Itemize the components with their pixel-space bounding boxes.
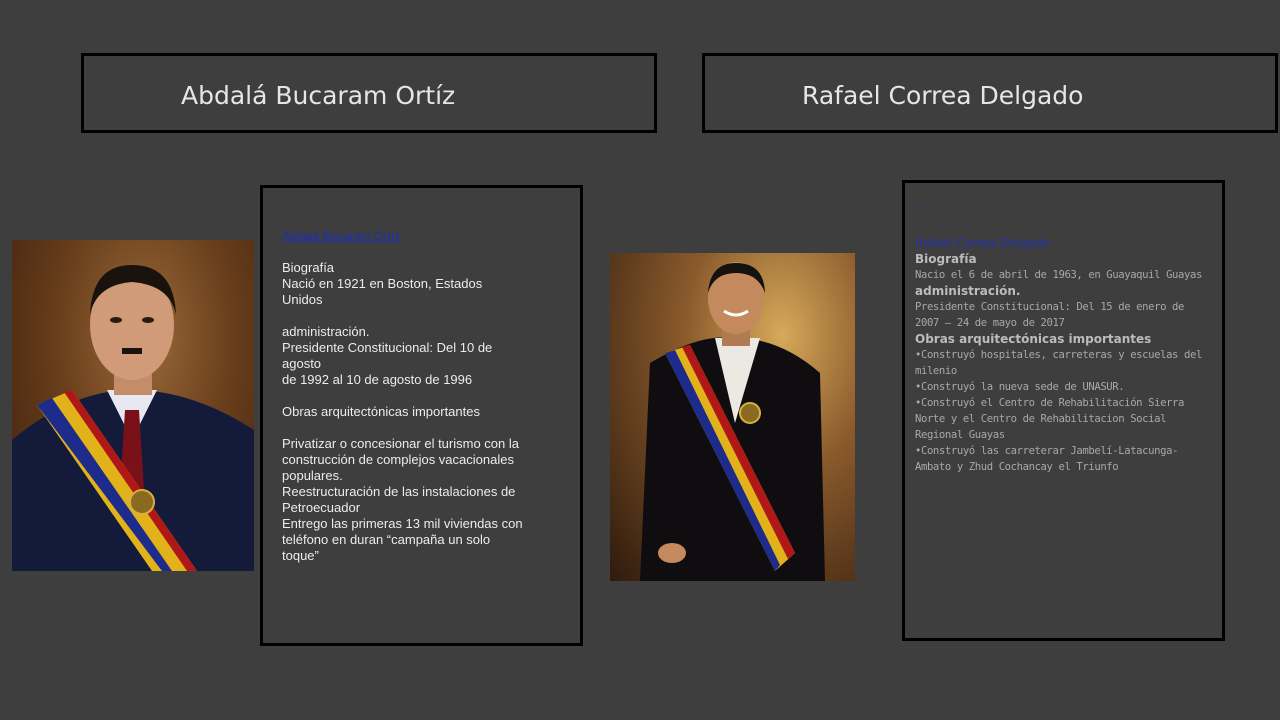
bio-born-line: Nació en 1921 en Boston, Estados <box>282 276 483 291</box>
bio-born-line: Unidos <box>282 292 323 307</box>
work-line: Entrego las primeras 13 mil viviendas con <box>282 516 523 531</box>
admin-line: de 1992 al 10 de agosto de 1996 <box>282 372 473 387</box>
work-line: toque” <box>282 548 319 563</box>
bio-correa-name[interactable]: Rafael Correa Delgado <box>915 236 1051 250</box>
portrait-correa-drawing <box>610 253 855 581</box>
portrait-bucaram-image <box>12 240 254 571</box>
bullet-marker: - <box>915 200 922 214</box>
work-line: milenio <box>915 365 957 377</box>
bio-heading: Biografía <box>915 252 977 266</box>
work-line: Reestructuración de las instalaciones de <box>282 484 516 499</box>
work-line: construcción de complejos vacacionales <box>282 452 514 467</box>
bio-box-bucaram <box>260 185 583 646</box>
portrait-bucaram-drawing <box>12 240 254 571</box>
admin-line: 2007 – 24 de mayo de 2017 <box>915 317 1065 329</box>
works-heading: Obras arquitectónicas importantes <box>915 332 1152 346</box>
admin-line: agosto <box>282 356 322 371</box>
work-line: teléfono en duran “campaña un solo <box>282 532 491 547</box>
work-line: •Construyó el Centro de Rehabilitación Sierra <box>915 397 1185 409</box>
work-line: Norte y el Centro de Rehabilitacion Social <box>915 413 1167 425</box>
work-line: Ambato y Zhud Cochancay el Triunfo <box>915 461 1119 473</box>
works-heading: Obras arquitectónicas importantes <box>282 404 480 419</box>
title-left-text: Abdalá Bucaram Ortíz <box>181 81 456 110</box>
admin-line: Presidente Constitucional: Del 10 de <box>282 340 493 355</box>
work-line: Privatizar o concesionar el turismo con la <box>282 436 519 451</box>
work-line: Petroecuador <box>282 500 361 515</box>
title-box-right <box>702 53 1278 133</box>
bio-bucaram-text <box>282 228 564 564</box>
bio-bucaram-link[interactable]: Abdalá Bucaram Ortíz <box>282 229 401 243</box>
work-line: •Construyó la nueva sede de UNASUR. <box>915 381 1125 393</box>
work-line: Regional Guayas <box>915 429 1005 441</box>
work-line: populares. <box>282 468 343 483</box>
title-right-text: Rafael Correa Delgado <box>802 81 1084 110</box>
bio-correa-text <box>915 201 1210 475</box>
admin-line: Presidente Constitucional: Del 15 de enero de <box>915 301 1185 313</box>
admin-heading: administración. <box>915 284 1021 298</box>
bio-born-line: Nacio el 6 de abril de 1963, en Guayaquil Guayas <box>915 269 1202 281</box>
portrait-correa-image <box>610 253 855 581</box>
bio-box-correa <box>902 180 1225 641</box>
work-line: •Construyó hospitales, carreteras y escuelas del <box>915 349 1202 361</box>
admin-heading: administración. <box>282 324 370 339</box>
title-box-left <box>81 53 657 133</box>
work-line: •Construyó las carreterar Jambelí-Latacunga- <box>915 445 1179 457</box>
bio-heading: Biografía <box>282 260 335 275</box>
